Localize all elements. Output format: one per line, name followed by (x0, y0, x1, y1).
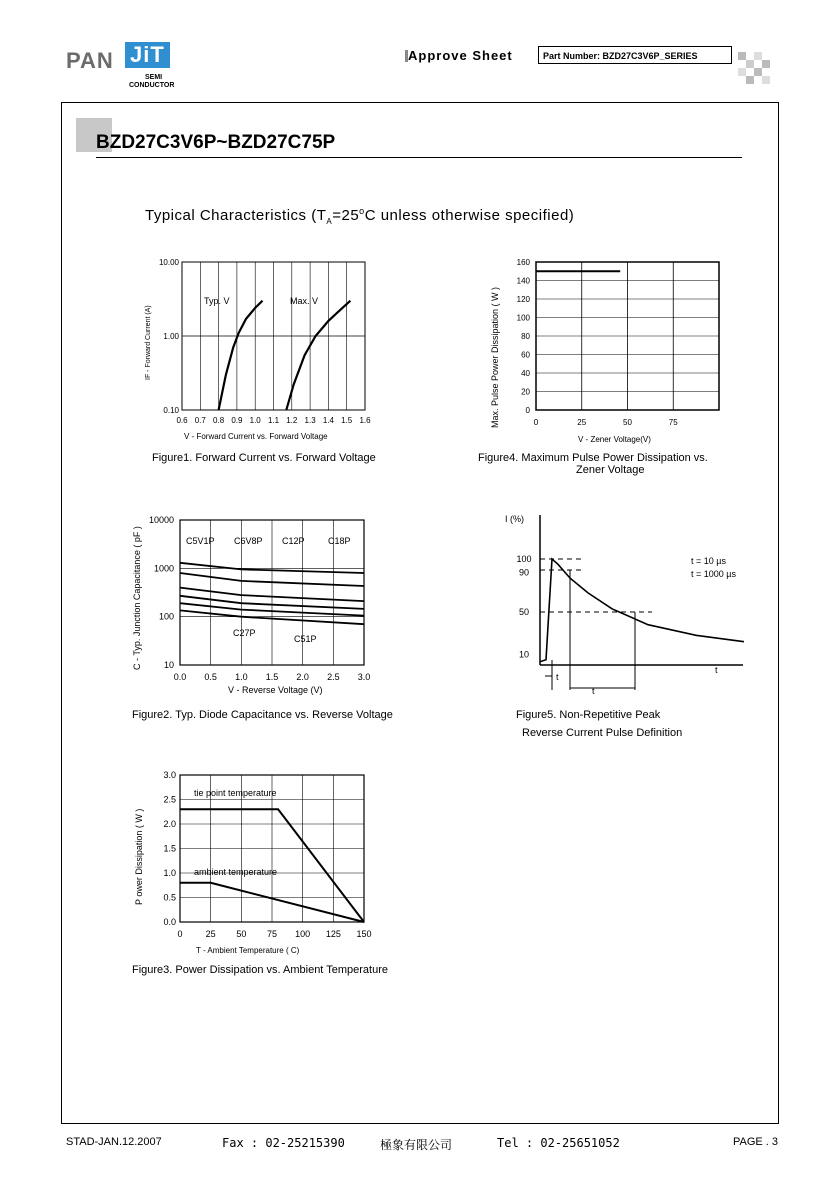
fig3-x-tick: 75 (266, 929, 278, 939)
fig3-x-tick: 0 (177, 929, 183, 939)
fig2-x-tick: 1.0 (235, 672, 248, 682)
chart-fig4 (486, 248, 726, 448)
fig4-x-tick: 50 (623, 418, 632, 427)
fig1-x-tick: 1.1 (267, 416, 280, 425)
fig5-ylabel: I (%) (505, 514, 524, 524)
fig3-y-tick: 3.0 (163, 770, 176, 780)
title-underline (96, 157, 742, 158)
fig3-xlabel: T - Ambient Temperature ( C) (196, 946, 300, 955)
fig3-x-tick: 25 (205, 929, 216, 939)
chart-fig5 (500, 510, 750, 705)
fig5-y-tick: 90 (518, 567, 530, 578)
fig1-x-tick: 1.2 (286, 416, 298, 425)
fig4-caption-line1: Figure4. Maximum Pulse Power Dissipation vs. (478, 452, 708, 464)
fig2-label-c5v1p: C5V1P (186, 536, 215, 546)
fig5-y-tick: 50 (518, 607, 530, 617)
fig1-ylabel: IF - Forward Current (A) (145, 305, 152, 380)
footer-tel: Tel : 02-25651052 (497, 1136, 620, 1150)
fig3-caption: Figure3. Power Dissipation vs. Ambient Temperature (132, 964, 388, 976)
fig2-xlabel: V - Reverse Voltage (V) (228, 685, 323, 695)
fig2-label-c6v8p: C6V8P (234, 536, 263, 546)
fig1-annotation-max: Max. V (290, 296, 319, 306)
fig5-caption-line2: Reverse Current Pulse Definition (522, 727, 683, 739)
fig3-y-tick: 0.5 (163, 892, 176, 903)
chart-fig1 (140, 250, 390, 445)
footer-company: 極象有限公司 (380, 1138, 453, 1152)
fig1-series-line (286, 301, 350, 410)
footer-page: PAGE . 3 (733, 1136, 779, 1148)
logo-conductor: CONDUCTOR (129, 82, 175, 89)
fig1-x-tick: 1.3 (304, 416, 316, 425)
fig1-annotation-typ: Typ. V (204, 296, 230, 306)
fig3-y-tick: 2.0 (163, 819, 176, 829)
fig3-y-tick: 2.5 (163, 794, 176, 805)
fig5-xlabel: t (715, 665, 718, 675)
fig1-x-tick: 1.5 (341, 416, 353, 425)
fig2-x-tick: 3.0 (357, 672, 371, 682)
fig1-x-tick: 0.8 (213, 416, 225, 425)
fig2-caption: Figure2. Typ. Diode Capacitance vs. Reverse Voltage (132, 709, 393, 721)
fig5-y-tick: 100 (516, 554, 532, 564)
fig2-y-tick: 100 (158, 611, 174, 622)
fig3-x-tick: 125 (325, 929, 341, 939)
fig2-x-tick: 2.0 (296, 672, 309, 682)
approve-sheet-label: Approve Sheet (408, 48, 513, 63)
footer-fax: Fax : 02-25215390 (222, 1136, 345, 1150)
fig4-xlabel: V - Zener Voltage(V) (578, 435, 651, 444)
fig3-x-tick: 150 (356, 929, 372, 939)
fig4-y-tick: 60 (521, 350, 530, 360)
fig5-t2-label: t (592, 686, 595, 696)
fig5-t1-label: t (556, 672, 559, 682)
fig2-label-c12p: C12P (282, 536, 305, 546)
fig1-x-tick: 1.6 (359, 416, 371, 425)
fig2-x-tick: 0.0 (173, 672, 187, 682)
footer-doc-code: STAD-JAN.12.2007 (66, 1136, 162, 1148)
fig2-y-tick: 10000 (148, 515, 174, 525)
page-title: BZD27C3V6P~BZD27C75P (96, 132, 336, 153)
fig4-caption-line2: Zener Voltage (576, 464, 645, 476)
fig5-caption-line1: Figure5. Non-Repetitive Peak (516, 709, 661, 721)
fig4-y-tick: 40 (521, 369, 530, 378)
chart-fig3 (130, 765, 380, 960)
fig4-y-tick: 0 (525, 406, 530, 415)
fig1-y-tick: 1.00 (163, 332, 179, 341)
fig1-series-line (219, 301, 263, 410)
fig5-annotation-t1: t = 10 µs (691, 556, 726, 566)
fig3-label-ambient: ambient temperature (194, 867, 278, 877)
chart-fig2 (128, 505, 378, 700)
fig4-y-tick: 100 (516, 313, 530, 323)
fig4-y-tick: 140 (516, 276, 530, 286)
fig2-y-tick: 10 (163, 660, 174, 670)
fig3-label-tie-point: tie point temperature (194, 788, 277, 798)
fig3-y-tick: 1.0 (163, 868, 176, 878)
logo-semi: SEMI (145, 74, 163, 81)
fig2-label-c18p: C18P (328, 536, 351, 546)
fig3-x-tick: 50 (236, 929, 247, 939)
fig4-x-tick: 0 (533, 418, 539, 427)
fig5-y-tick: 10 (518, 649, 530, 660)
fig4-y-tick: 80 (521, 332, 530, 341)
fig5-annotation-t2: t = 1000 µs (691, 569, 736, 579)
fig3-y-tick: 0.0 (163, 917, 176, 927)
fig2-label-c27p: C27P (233, 628, 256, 638)
fig1-x-tick: 1.0 (249, 416, 261, 425)
section-subtitle: Typical Characteristics ($T_A=25^oC$ unless otherwise specified) (145, 206, 575, 226)
fig4-y-tick: 160 (516, 258, 530, 267)
fig2-x-tick: 1.5 (265, 672, 279, 682)
part-number-box: Part Number: BZD27C3V6P_SERIES (538, 46, 732, 64)
fig2-y-tick: 1000 (153, 563, 174, 574)
fig1-y-tick: 10.00 (158, 258, 179, 267)
fig3-y-tick: 1.5 (163, 843, 176, 854)
fig4-x-tick: 25 (577, 418, 587, 427)
logo-jit: JiT (125, 42, 170, 68)
fig4-ylabel: Max. Pulse Power Dissipation ( W ) (490, 286, 500, 428)
fig1-x-tick: 0.6 (176, 416, 188, 425)
fig1-xlabel: V - Forward Current vs. Forward Voltage (184, 432, 328, 441)
fig3-x-tick: 100 (295, 929, 311, 939)
fig4-x-tick: 75 (668, 418, 678, 427)
fig1-caption: Figure1. Forward Current vs. Forward Voltage (152, 452, 376, 464)
logo-pan: PAN (66, 48, 114, 73)
fig1-x-tick: 0.7 (194, 416, 206, 425)
fig2-ylabel: C - Typ. Junction Capacitance ( pF ) (132, 526, 142, 670)
fig2-label-c51p: C51P (294, 634, 317, 644)
fig1-y-tick: 0.10 (163, 406, 179, 415)
fig1-x-tick: 1.4 (322, 416, 334, 425)
fig2-x-tick: 2.5 (327, 672, 340, 682)
fig4-y-tick: 20 (521, 387, 530, 397)
fig4-y-tick: 120 (516, 295, 530, 304)
checker-logo-icon (738, 52, 774, 88)
fig1-x-tick: 0.9 (231, 416, 243, 425)
fig3-ylabel: P ower Dissipation ( W ) (134, 808, 144, 905)
fig2-x-tick: 0.5 (204, 672, 217, 682)
